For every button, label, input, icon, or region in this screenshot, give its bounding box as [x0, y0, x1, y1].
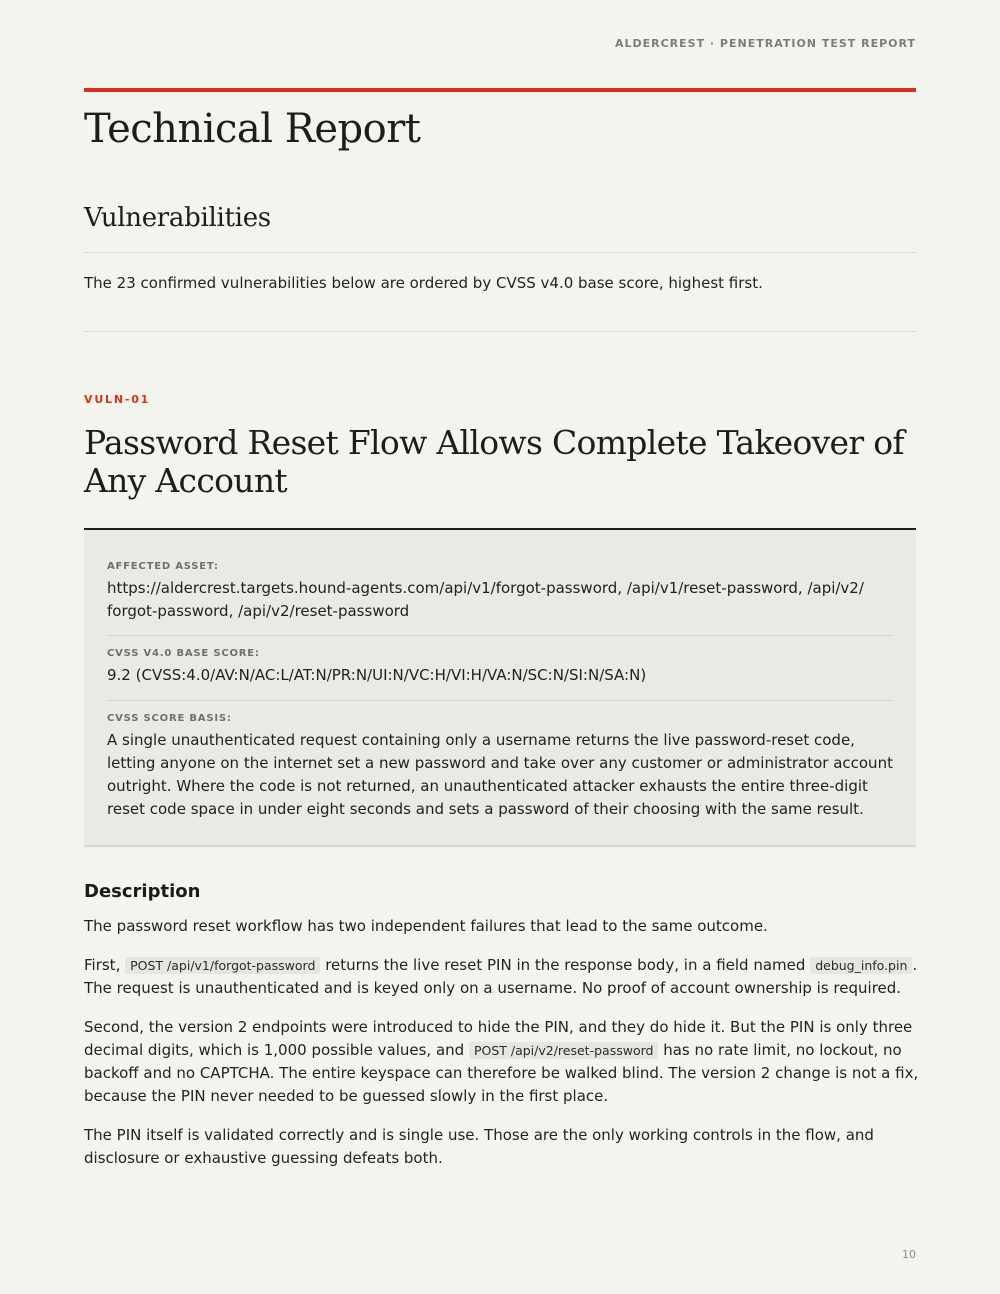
intro-text: The 23 confirmed vulnerabilities below are ordered by CVSS v4.0 base score, highest first.: [84, 274, 763, 292]
cvss-score-row: [107, 648, 893, 687]
paragraph-text: has no rate limit, no lockout, no backoff and no CAPTCHA. The entire keyspace can therefore be walked blind. The version 2 change is not a fix, because the PIN never needed to be guessed slowly in the first place.: [84, 1041, 919, 1105]
cvss-basis-label: CVSS SCORE BASIS:: [107, 713, 232, 724]
paragraph-text: First,: [84, 956, 121, 974]
section-divider: [84, 252, 916, 253]
affected-asset-label: AFFECTED ASSET:: [107, 561, 219, 572]
cvss-score-value: 9.2 (CVSS:4.0/AV:N/AC:L/AT:N/PR:N/UI:N/VC:H/VI:H/VA:N/SC:N/SI:N/SA:N): [107, 666, 647, 684]
running-header: ALDERCREST · PENETRATION TEST REPORT: [614, 37, 916, 50]
cvss-score-label: CVSS V4.0 BASE SCORE:: [107, 648, 260, 659]
inline-code-v1-forgot-password: POST /api/v1/forgot-password: [125, 957, 320, 974]
paragraph-text: . The request is unauthenticated and is keyed only on a username. No proof of account ownership is required.: [84, 956, 918, 997]
description-heading: Description: [84, 881, 201, 902]
cvss-basis-row: [107, 713, 893, 821]
meta-separator: [107, 700, 893, 701]
cvss-basis-value: A single unauthenticated request containing only a username returns the live password-reset code, letting anyone on the internet set a new password and take over any customer or administrator account outright. Where the code is not returned, an unauthenticated attacker exhausts the entire three-digit reset code space in under eight seconds and sets a password of their choosing with the same result.: [107, 731, 893, 818]
meta-separator: [107, 635, 893, 636]
intro-divider: [84, 331, 916, 332]
page-number: 10: [902, 1248, 916, 1261]
affected-asset-value: https://aldercrest.targets.hound-agents.com/api/v1/forgot-password, /api/v1/reset-password, /api/v2/ forgot-password, /api/v2/reset-password: [107, 579, 864, 620]
paragraph-text: returns the live reset PIN in the response body, in a field named: [325, 956, 806, 974]
description-paragraph-1: The password reset workflow has two independent failures that lead to the same outcome.: [84, 917, 768, 935]
affected-asset-row: [107, 561, 893, 623]
inline-code-v2-reset-password: POST /api/v2/reset-password: [469, 1042, 659, 1059]
description-paragraph-4: The PIN itself is validated correctly and is single use. Those are the only working controls in the flow, and disclosure or exhaustive guessing defeats both.: [84, 1126, 874, 1167]
paragraph-text: Second, the version 2 endpoints were introduced to hide the PIN, and they do hide it. But the PIN is only three decimal digits, which is 1,000 possible values, and: [84, 1018, 913, 1059]
report-title: Technical Report: [84, 106, 421, 152]
description-paragraph-3: [84, 1016, 920, 1108]
vuln-metadata-box: [84, 530, 916, 847]
inline-code-debug-pin: debug_info.pin: [810, 957, 912, 974]
accent-rule: [84, 88, 916, 92]
section-heading: Vulnerabilities: [84, 203, 271, 233]
description-paragraph-2: [84, 954, 920, 1000]
vuln-id: VULN-01: [84, 393, 151, 406]
vuln-title: Password Reset Flow Allows Complete Takeover of Any Account: [84, 423, 904, 500]
